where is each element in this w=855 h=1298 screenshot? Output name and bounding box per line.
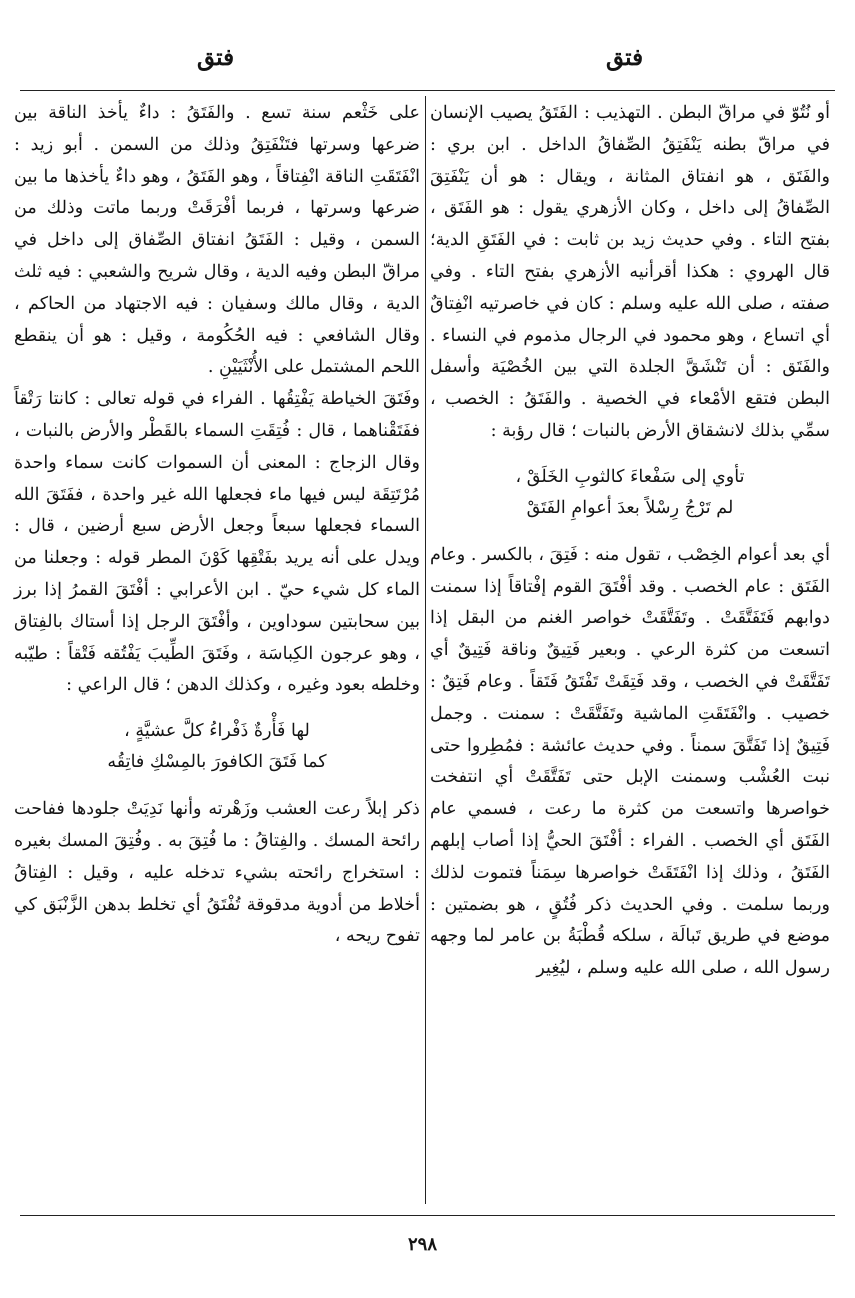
- left-poem-line-2: كما فَتَقَ الكافورَ بالمِسْكِ فاتِقُه: [107, 752, 327, 773]
- right-paragraph-2: أي بعد أعوام الخِصْب ، تقول منه : فَتِقَ ، بالكسر . وعام الفَتَق : عام الخصب . وقد أفْتَقَ القوم إفْتاقاً إذا سمنت دوابهم فَتَفَتَّقَتْ . وتَفَتَّقَتْ خواصر الغنم من البقل إذا اتسعت من كثرة الرعي . وبعير فَتِيقٌ وناقة فَتِيقٌ أي تَفَتَّقَتْ في الخصب ، وقد فَتِقَتْ تَفْتَقُ فَتَقاً . وعام فَتِقٌ : خصيب . وانْفَتَقَتِ الماشية وتَفَتَّقَتْ : سمنت . وجمل فَتِيقٌ إذا تَفَتَّقَ سمناً . وفي حديث عائشة : فمُطِروا حتى نبت العُشْب وسمنت الإبل حتى تَفَتَّقَتْ أي انتفخت خواصرها واتسعت من كثرة ما رعت ، فسمي عام الفَتَق أي الخصب . الفراء : أفْتَقَ الحيُّ إذا أصاب إبلهم الفَتَقُ ، وذلك إذا انْفَتَقَتْ خواصرها سِمَناً فتموت لذلك وربما سلمت . وفي الحديث ذكر فُتُقٍ ، هو بضمتين : موضع في طريق تَبالَة ، سلكه قُطْبَةُ بن عامر لما وجهه رسول الله ، صلى الله عليه وسلم ، ليُغِير: [430, 544, 830, 979]
- header-keyword-right: فتق: [606, 44, 644, 71]
- header-keyword-left: فتق: [197, 44, 235, 71]
- left-poem: [14, 716, 420, 778]
- right-poem: [430, 462, 830, 524]
- bottom-rule: [20, 1215, 835, 1216]
- left-column: [14, 98, 420, 953]
- right-column: [430, 98, 830, 985]
- left-paragraph-1: على خَثْعم سنة تسع . والفَتَقُ : داءٌ يأخذ الناقة بين ضرعها وسرتها فتَنْفَتِقُ وذلك من السمن . أبو زيد : انْفَتَقَتِ الناقة انْفِتاقاً ، وهو الفَتَقُ ، وهو داءٌ يأخذها ما بين ضرعها وسرتها ، فربما أفْرَقَتْ وربما ماتت وذلك من السمن ، وقيل : الفَتَقُ انفتاق الصِّفاق إلى داخل في مراقّ البطن وفيه الدية ، وقال شريح والشعبي : فيه ثلث الدية ، وقال مالك وسفيان : فيه الاجتهاد من الحاكم ، وقال الشافعي : فيه الحُكُومة ، وقيل : هو أن ينقطع اللحم المشتمل على الأُنْثَيَيْنِ .: [14, 103, 420, 378]
- column-divider: [425, 96, 426, 1204]
- right-poem-line-1: تأوي إلى سَفْعاءَ كالثوبِ الخَلَقْ ،: [515, 466, 745, 487]
- right-poem-line-2: لم تَرْجُ رِسْلاً بعدَ أعوامِ الفَتَقْ: [526, 497, 734, 518]
- right-paragraph-1: أو نُتُوّ في مراقّ البطن . التهذيب : الفَتَقُ يصيب الإنسان في مراقّ بطنه يَنْفَتِقُ الصِّفاقُ الداخل . ابن بري : والفَتَق ، هو انفتاق المثانة ، ويقال : هو أن يَنْفَتِقَ الصِّفاقُ إلى داخل ، وكان الأزهري يقول : هو الفَتَق ، بفتح التاء . وفي حديث زيد بن ثابت : في الفَتَقِ الدية؛ قال الهروي : هكذا أقرأنيه الأزهري بفتح التاء . وفي صفته ، صلى الله عليه وسلم : كان في خاصرتيه انْفِتاقٌ أي اتساع ، وهو محمود في الرجال مذموم في النساء . والفَتَق : أن تَنْشَقَّ الجلدة التي بين الخُصْيَة وأسفل البطن فتقع الأمْعاء في الخصية . والفَتَقُ : الخصب ، سمِّي بذلك لانشقاق الأرض بالنبات ؛ قال رؤبة :: [430, 103, 830, 441]
- left-poem-line-1: لها فَأْرةٌ ذَفْراءُ كلَّ عشيَّةٍ ،: [124, 721, 310, 742]
- top-rule: [20, 90, 835, 91]
- page-number: ٢٩٨: [408, 1234, 438, 1255]
- left-paragraph-3: ذكر إبلاً رعت العشب وزَهْرته وأنها نَدِيَتْ جلودها ففاحت رائحة المسك . والفِتاقُ : ما فُتِقَ به . وفُتِقَ المسك بغيره : استخراج رائحته بشيء تدخله عليه ، وقيل : الفِتاقُ أخلاط من أدوية مدقوقة تُفْتَقُ أي تخلط بدهن الزَّنْبَق كي تفوح ريحه ،: [14, 799, 420, 947]
- left-paragraph-2: وفَتَقَ الخياطة يَفْتِقُها . الفراء في قوله تعالى : كانتا رَتْقاً ففَتَقْناهما ، قال : فُتِقَتِ السماء بالقَطْر والأرض بالنبات ، وقال الزجاج : المعنى أن السموات كانت سماء واحدة مُرْتَتِقَة ليس فيها ماء فجعلها الله غير واحدة ، ففَتَقَ الله السماء فجعلها سبعاً وجعل الأرض سبع أرضين ، قال : ويدل على أنه يريد بفَتْقِها كَوْنَ المطر قوله : وجعلنا من الماء كل شيء حيّ . ابن الأعرابي : أفْتَقَ القمرُ إذا برز بين سحابتين سوداوين ، وأفْتَقَ الرجل إذا أستاك بالفِتاق ، وهو عرجون الكِباسَة ، وفَتَقَ الطِّيبَ يَفْتُقه فَتْقاً : طيّبه وخلطه بعود وغيره ، وكذلك الدهن ؛ قال الراعي :: [14, 389, 420, 696]
